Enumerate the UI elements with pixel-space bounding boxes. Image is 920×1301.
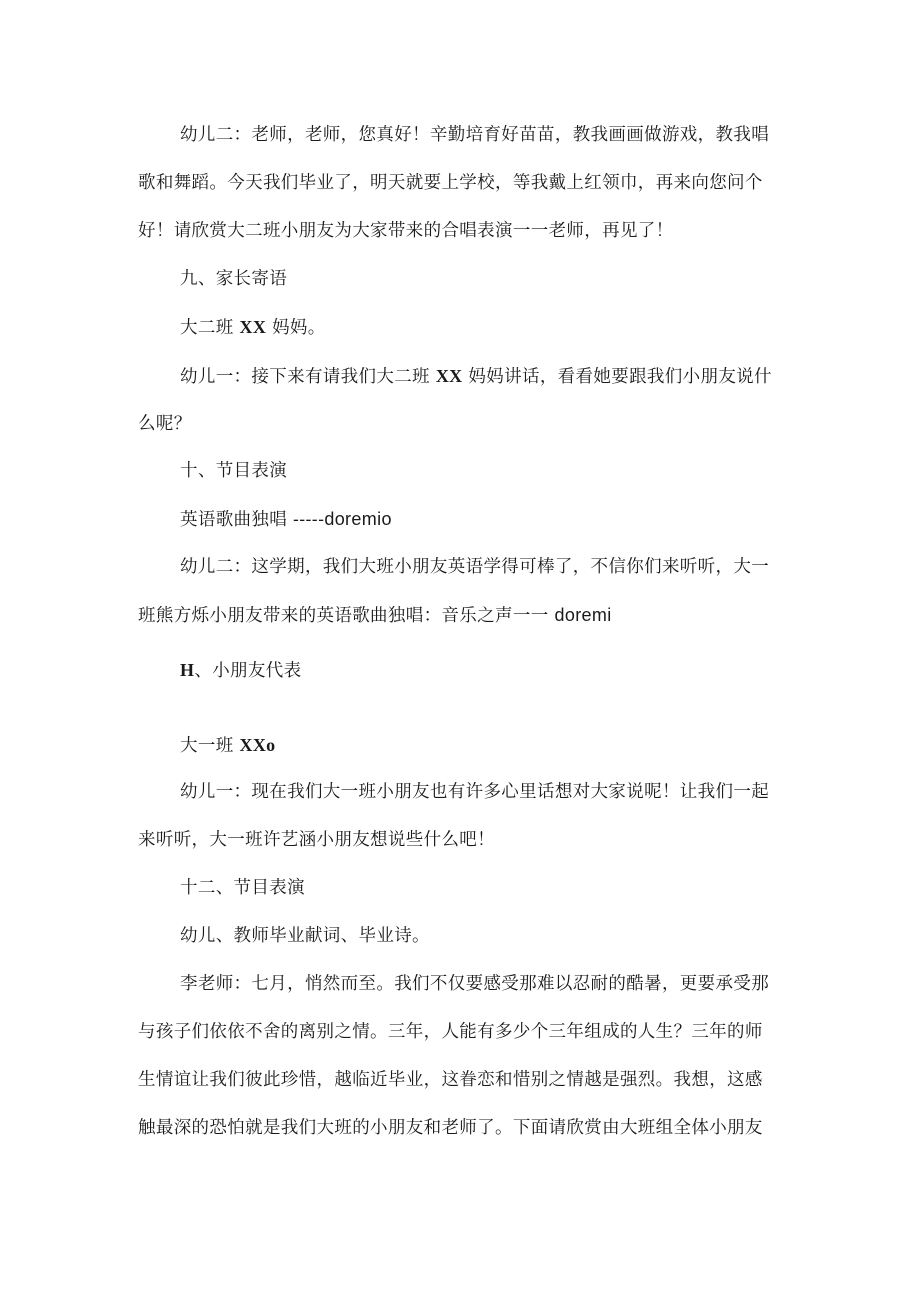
paragraph-5-text-pre: 班熊方烁小朋友带来的英语歌曲独唱：音乐之声一一 bbox=[138, 606, 555, 626]
paragraph-9-line-1: 李老师：七月，悄然而至。我们不仅要感受那难以忍耐的酷暑，更要承受那 bbox=[180, 974, 770, 994]
section-heading-11 bbox=[180, 658, 786, 683]
paragraph-2 bbox=[180, 315, 786, 340]
section-heading-10: 十、节目表演 bbox=[180, 461, 288, 481]
paragraph-4-text-latin: doremio bbox=[324, 509, 392, 529]
paragraph-9-line-3: 生情谊让我们彼此珍惜，越临近毕业，这眷恋和惜别之情越是强烈。我想，这感 bbox=[138, 1070, 763, 1090]
paragraph-3-line-1 bbox=[180, 364, 786, 389]
paragraph-2-text-post: 妈妈。 bbox=[266, 318, 326, 338]
paragraph-8: 幼儿、教师毕业献词、毕业诗。 bbox=[180, 926, 430, 946]
paragraph-6 bbox=[180, 733, 786, 758]
paragraph-5-text-latin: doremi bbox=[554, 605, 612, 625]
paragraph-9-line-4: 触最深的恐怕就是我们大班的小朋友和老师了。下面请欣赏由大班组全体小朋友 bbox=[138, 1118, 763, 1138]
paragraph-3-text-pre: 幼儿一：接下来有请我们大二班 bbox=[180, 367, 436, 387]
section-heading-11-bold: H bbox=[180, 660, 195, 680]
section-heading-11-text: 、小朋友代表 bbox=[194, 661, 302, 681]
paragraph-4 bbox=[180, 507, 786, 532]
section-heading-12: 十二、节目表演 bbox=[180, 878, 305, 898]
paragraph-4-text-pre: 英语歌曲独唱 ----- bbox=[180, 510, 325, 530]
paragraph-5-line-1: 幼儿二：这学期，我们大班小朋友英语学得可棒了，不信你们来听听，大一 bbox=[180, 557, 770, 577]
paragraph-1-line-1: 幼儿二：老师，老师，您真好！辛勤培育好苗苗，教我画画做游戏，教我唱 bbox=[180, 125, 770, 145]
paragraph-5-line-2 bbox=[138, 603, 786, 628]
paragraph-6-text-pre: 大一班 bbox=[180, 736, 240, 756]
paragraph-7-line-1: 幼儿一：现在我们大一班小朋友也有许多心里话想对大家说呢！让我们一起 bbox=[180, 782, 770, 802]
paragraph-7-line-2: 来听听，大一班许艺涵小朋友想说些什么吧！ bbox=[138, 830, 495, 850]
paragraph-2-text-bold: XX bbox=[239, 317, 267, 337]
paragraph-1-line-2: 歌和舞蹈。今天我们毕业了，明天就要上学校，等我戴上红领巾，再来向您问个 bbox=[138, 173, 763, 193]
paragraph-3-text-post: 妈妈讲话，看看她要跟我们小朋友说什 bbox=[462, 367, 772, 387]
paragraph-2-text-pre: 大二班 bbox=[180, 318, 240, 338]
paragraph-9-line-2: 与孩子们依依不舍的离别之情。三年，人能有多少个三年组成的人生？三年的师 bbox=[138, 1022, 763, 1042]
paragraph-1-line-3: 好！请欣赏大二班小朋友为大家带来的合唱表演一一老师，再见了！ bbox=[138, 221, 674, 241]
section-heading-9: 九、家长寄语 bbox=[180, 269, 288, 289]
paragraph-3-line-2: 么呢？ bbox=[138, 414, 192, 434]
paragraph-3-text-bold: XX bbox=[435, 366, 463, 386]
paragraph-6-text-bold: XXo bbox=[239, 735, 276, 755]
